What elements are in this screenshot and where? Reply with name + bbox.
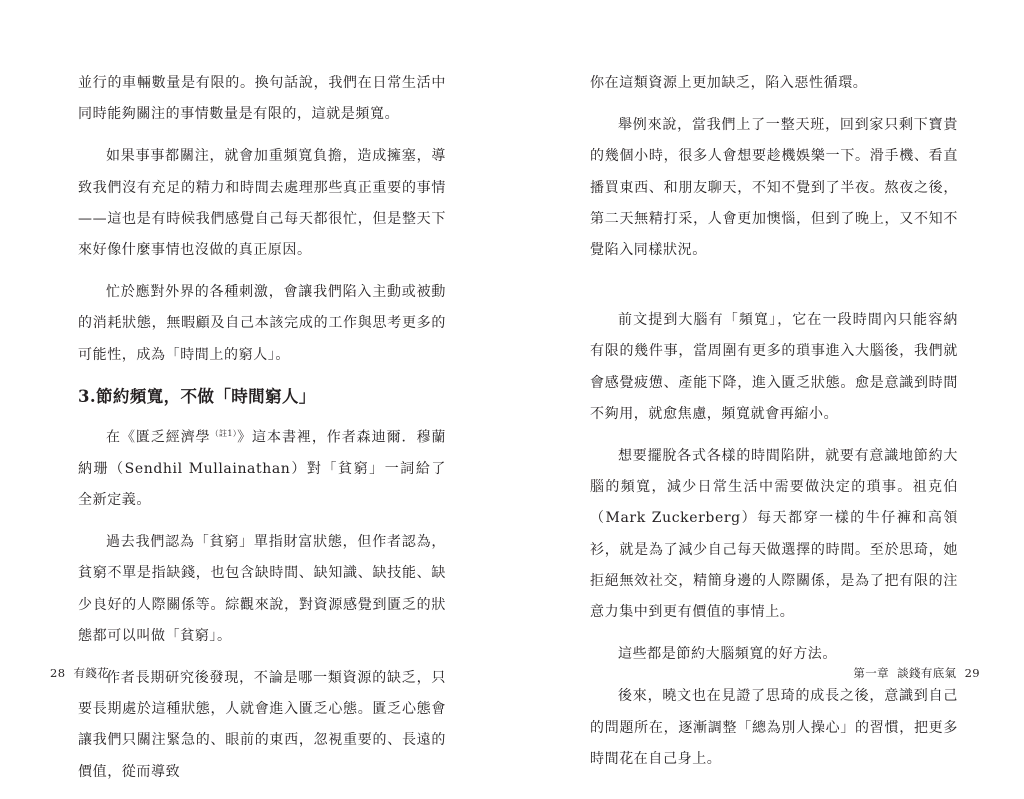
section-heading: 3.節約頻寬，不做「時間窮人」: [78, 386, 316, 406]
paragraph-2: 如果事事都關注，就會加重頻寬負擔，造成擁塞，導致我們沒有充足的精力和時間去處理那些真正重要的事情——這也是有時候我們感覺自己每天都很忙，但是整天下來好像什麼事情也沒做的真正原因。: [78, 148, 446, 259]
paragraph-1: 並行的車輛數量是有限的。換句話說，我們在日常生活中同時能夠關注的事情數量是有限的，這就是頻寬。: [78, 75, 446, 123]
right-page-number: 29: [964, 666, 980, 680]
paragraph-3: 忙於應對外界的各種刺激，會讓我們陷入主動或被動的消耗狀態，無暇顧及自己本該完成的工作與思考更多的可能性，成為「時間上的窮人」。: [78, 284, 446, 363]
intro-text-start: 在《匱乏經濟學: [106, 429, 211, 446]
paragraph-5: 作者長期研究後發現，不論是哪一類資源的缺乏，只要長期處於這種狀態，人就會進入匱乏心態。匱乏心態會讓我們只關注緊急的、眼前的東西，忽視重要的、長遠的價值，從而導致: [78, 669, 446, 780]
right-footer: [853, 665, 980, 681]
left-running-title: 有錢花: [73, 666, 110, 680]
paragraph-7: 舉例來說，當我們上了一整天班，回到家只剩下寶貴的幾個小時，很多人會想要趁機娛樂一下。滑手機、看直播買東西、和朋友聊天，不知不覺到了半夜。熬夜之後，第二天無精打采，人會更加懊惱，但到了晚上，又不知不覺陷入同樣狀況。: [590, 117, 958, 259]
left-page: [78, 68, 446, 799]
paragraph-intro: [78, 418, 446, 516]
chapter-label: 第一章: [853, 666, 890, 680]
paragraph-8: 前文提到大腦有「頻寬」，它在一段時間內只能容納有限的幾件事，當周圍有更多的瑣事進入大腦後，我們就會感覺疲憊、產能下降，進入匱乏狀態。愈是意識到時間不夠用，就愈焦慮，頻寬就會再縮小。: [590, 312, 958, 422]
paragraph-4: 過去我們認為「貧窮」單指財富狀態，但作者認為，貧窮不單是指缺錢，也包含缺時間、缺知識、缺技能、缺少良好的人際關係等。綜觀來說，對資源感覺到匱乏的狀態都可以叫做「貧窮」。: [78, 534, 446, 644]
paragraph-6: 你在這類資源上更加缺乏，陷入惡性循環。: [590, 75, 868, 91]
paragraph-9: 想要擺脫各式各樣的時間陷阱，就要有意識地節約大腦的頻寬，減少日常生活中需要做決定的瑣事。祖克伯（Mark Zuckerberg）每天都穿一樣的牛仔褲和高領衫，就是為了減少自己每天做選擇的時間。至於思琦，她拒絕無效社交，精簡身邊的人際關係，是為了把有限的注意力集中到更有價值的事情上。: [590, 448, 958, 621]
intro-text-end: 》這本書裡，作者森迪爾．穆蘭納珊（Sendhil Mullainathan）對「貧窮」一詞給了全新定義。: [78, 429, 447, 508]
paragraph-11: 後來，曉文也在見證了思琦的成長之後，意識到自己的問題所在，逐漸調整「總為別人操心」的習慣，把更多時間花在自己身上。: [590, 688, 958, 767]
paragraph-gap: [590, 277, 958, 305]
footnote-marker: （註1）: [210, 428, 238, 438]
left-footer: [50, 665, 109, 681]
left-page-number: 28: [50, 666, 66, 680]
paragraph-10: 這些都是節約大腦頻寬的好方法。: [618, 646, 837, 663]
chapter-title: 談錢有底氣: [897, 666, 957, 680]
